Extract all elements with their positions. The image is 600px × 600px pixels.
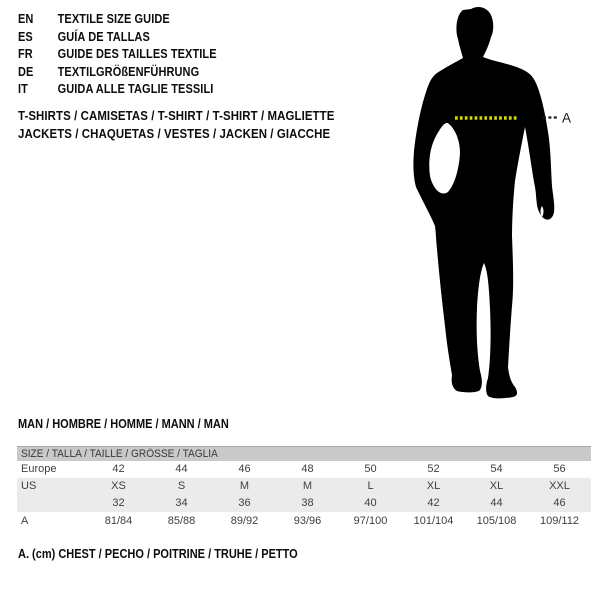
- table-row-chest-a: [17, 512, 591, 530]
- table-cell: 42: [427, 497, 440, 509]
- language-code: FR: [18, 47, 33, 62]
- table-cell: 32: [112, 497, 125, 509]
- table-cell: 109/112: [540, 515, 579, 527]
- size-table-header: [17, 446, 591, 461]
- language-title: GUIDE DES TAILLES TEXTILE: [57, 47, 217, 62]
- table-cell: 46: [553, 497, 566, 509]
- table-cell: 50: [364, 463, 377, 475]
- table-cell: 85/88: [167, 515, 196, 527]
- table-cell: 44: [490, 497, 503, 509]
- language-title: GUIDA ALLE TAGLIE TESSILI: [57, 82, 214, 97]
- language-title: TEXTILGRÖßENFÜHRUNG: [57, 64, 200, 79]
- table-cell: XS: [111, 480, 126, 492]
- man-silhouette: [413, 7, 554, 398]
- measurement-footnote: A. (cm) CHEST / PECHO / POITRINE / TRUHE / PETTO: [18, 547, 298, 561]
- table-cell: 48: [301, 463, 314, 475]
- table-cell: 42: [112, 463, 125, 475]
- table-cell: 89/92: [230, 515, 259, 527]
- table-cell: M: [302, 480, 313, 492]
- table-cell: 56: [553, 463, 566, 475]
- row-label: US: [21, 480, 37, 492]
- table-cell: 54: [490, 463, 503, 475]
- table-cell: L: [367, 480, 374, 492]
- table-row-europe: [17, 461, 591, 478]
- table-cell: 93/96: [293, 515, 322, 527]
- table-row-uk: [17, 495, 591, 512]
- table-cell: XL: [489, 480, 504, 492]
- row-label: A: [21, 515, 29, 527]
- language-code: ES: [18, 29, 33, 44]
- language-title: TEXTILE SIZE GUIDE: [57, 12, 170, 26]
- category-line-jackets: JACKETS / CHAQUETAS / VESTES / JACKEN / GIACCHE: [18, 126, 331, 141]
- table-cell: S: [177, 480, 186, 492]
- table-cell: 105/108: [476, 515, 517, 527]
- language-title: GUÍA DE TALLAS: [57, 29, 150, 44]
- category-line-tshirts: T-SHIRTS / CAMISETAS / T-SHIRT / T-SHIRT / MAGLIETTE: [18, 108, 335, 123]
- table-cell: 52: [427, 463, 440, 475]
- table-cell: 44: [175, 463, 188, 475]
- size-table: [17, 446, 591, 530]
- table-cell: 40: [364, 497, 377, 509]
- table-cell: 46: [238, 463, 251, 475]
- language-code: IT: [18, 82, 28, 97]
- section-title-man: MAN / HOMBRE / HOMME / MANN / MAN: [18, 417, 229, 431]
- measure-label-a: A: [562, 110, 572, 126]
- table-cell: 101/104: [413, 515, 454, 527]
- table-cell: XL: [426, 480, 441, 492]
- table-row-us: [17, 478, 591, 495]
- table-cell: 36: [238, 497, 251, 509]
- language-code: DE: [18, 64, 34, 79]
- table-cell: 34: [175, 497, 188, 509]
- row-label: [17, 495, 87, 512]
- table-cell: 81/84: [104, 515, 133, 527]
- table-cell: 38: [301, 497, 314, 509]
- table-cell: 97/100: [353, 515, 388, 527]
- table-cell: M: [239, 480, 250, 492]
- language-code: EN: [18, 12, 34, 26]
- size-table-header-label: SIZE / TALLA / TAILLE / GRÖSSE / TAGLIA: [21, 448, 218, 460]
- table-cell: XXL: [549, 480, 570, 492]
- row-label: Europe: [21, 463, 57, 475]
